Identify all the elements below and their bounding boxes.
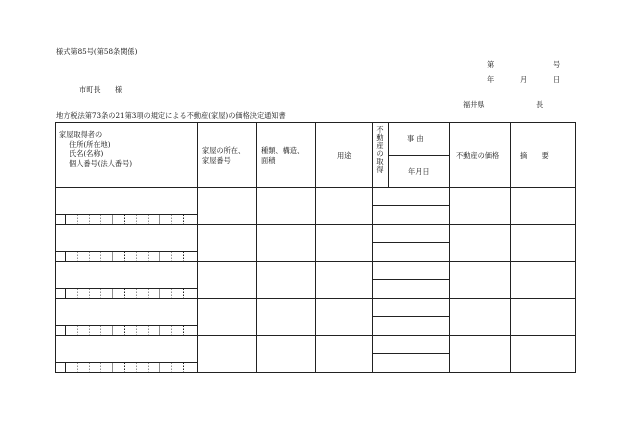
remarks-field[interactable] bbox=[511, 300, 575, 336]
acquirer-field[interactable] bbox=[56, 263, 197, 288]
location-field[interactable] bbox=[198, 300, 256, 336]
price-field[interactable] bbox=[450, 189, 510, 225]
remarks-field[interactable] bbox=[511, 189, 575, 225]
remarks-field[interactable] bbox=[511, 337, 575, 373]
type-field[interactable] bbox=[257, 189, 315, 225]
header-date: 年月日 bbox=[408, 167, 430, 176]
id-number-field[interactable] bbox=[66, 216, 197, 225]
addressee-honorific: 様 bbox=[115, 85, 123, 94]
date-month: 月 bbox=[520, 75, 528, 84]
reason-field[interactable] bbox=[373, 337, 449, 354]
type-field[interactable] bbox=[257, 300, 315, 336]
header-location bbox=[202, 146, 245, 165]
date-field[interactable] bbox=[373, 244, 449, 262]
doc-number-label: 第 bbox=[487, 60, 495, 69]
header-acquirer-line4: 個人番号(法人番号) bbox=[69, 159, 133, 169]
header-acquirer-line3: 氏名(名称) bbox=[69, 149, 104, 159]
remarks-field[interactable] bbox=[511, 263, 575, 299]
header-location-line2: 家屋番号 bbox=[202, 155, 231, 165]
reason-field[interactable] bbox=[373, 300, 449, 317]
issuer-pref: 福井県 bbox=[463, 100, 485, 109]
use-field[interactable] bbox=[316, 226, 372, 262]
location-field[interactable] bbox=[198, 263, 256, 299]
id-number-field[interactable] bbox=[66, 253, 197, 262]
header-acquirer-line1: 家屋取得者の bbox=[59, 130, 103, 139]
price-field[interactable] bbox=[450, 226, 510, 262]
doc-number-suffix: 号 bbox=[553, 60, 561, 69]
price-field[interactable] bbox=[450, 263, 510, 299]
addressee: 市町長 bbox=[79, 85, 101, 94]
reason-field[interactable] bbox=[373, 263, 449, 280]
id-number-field[interactable] bbox=[66, 327, 197, 336]
date-field[interactable] bbox=[373, 281, 449, 299]
header-type bbox=[261, 146, 304, 165]
header-reason: 事 由 bbox=[407, 134, 424, 143]
document-title: 地方税法第73条の21第3項の規定による不動産(家屋)の価格決定通知書 bbox=[56, 111, 286, 120]
date-field[interactable] bbox=[373, 207, 449, 225]
location-field[interactable] bbox=[198, 337, 256, 373]
remarks-field[interactable] bbox=[511, 226, 575, 262]
acquirer-field[interactable] bbox=[56, 337, 197, 362]
acquirer-field[interactable] bbox=[56, 189, 197, 214]
id-number-field[interactable] bbox=[66, 290, 197, 299]
id-number-field[interactable] bbox=[66, 364, 197, 373]
use-field[interactable] bbox=[316, 337, 372, 373]
reason-field[interactable] bbox=[373, 226, 449, 243]
use-field[interactable] bbox=[316, 263, 372, 299]
header-type-line1: 種類、構造、 bbox=[261, 146, 305, 155]
issuer-title: 長 bbox=[536, 100, 544, 109]
header-acquisition-vertical: 不 動 産 の 取 得 bbox=[376, 125, 384, 175]
location-field[interactable] bbox=[198, 226, 256, 262]
location-field[interactable] bbox=[198, 189, 256, 225]
price-field[interactable] bbox=[450, 337, 510, 373]
price-field[interactable] bbox=[450, 300, 510, 336]
header-remarks: 摘 要 bbox=[520, 151, 549, 160]
use-field[interactable] bbox=[316, 189, 372, 225]
header-location-line1: 家屋の所在、 bbox=[202, 146, 246, 155]
header-acquirer-line2: 住所(所在地) bbox=[69, 139, 111, 149]
date-field[interactable] bbox=[373, 355, 449, 373]
acquirer-field[interactable] bbox=[56, 300, 197, 325]
date-year: 年 bbox=[487, 75, 495, 84]
type-field[interactable] bbox=[257, 226, 315, 262]
reason-field[interactable] bbox=[373, 189, 449, 206]
header-price: 不動産の価格 bbox=[456, 151, 500, 160]
date-field[interactable] bbox=[373, 318, 449, 336]
type-field[interactable] bbox=[257, 263, 315, 299]
type-field[interactable] bbox=[257, 337, 315, 373]
header-type-line2: 面積 bbox=[261, 155, 276, 165]
header-use: 用途 bbox=[337, 151, 352, 160]
date-day: 日 bbox=[553, 75, 561, 84]
use-field[interactable] bbox=[316, 300, 372, 336]
acquirer-field[interactable] bbox=[56, 226, 197, 251]
form-number: 様式第85号(第58条関係) bbox=[56, 47, 138, 56]
header-acquirer bbox=[59, 130, 132, 169]
